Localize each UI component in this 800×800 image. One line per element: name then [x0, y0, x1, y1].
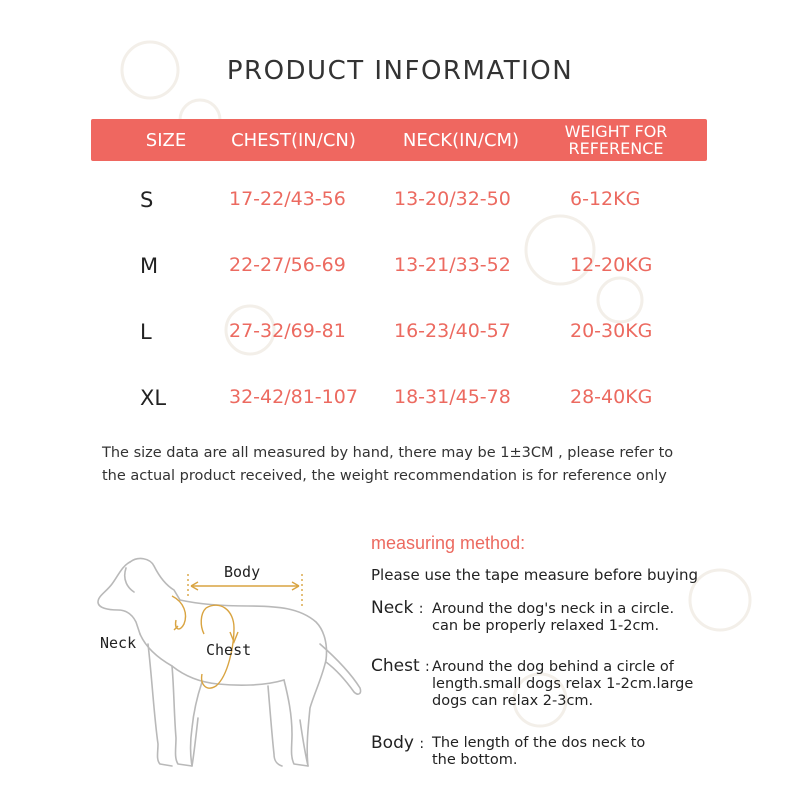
measurement-note: [102, 442, 722, 488]
desc-chest: [432, 659, 693, 710]
page-title: PRODUCT INFORMATION: [226, 56, 574, 86]
desc-line: The length of the dos neck to: [432, 735, 646, 751]
term-chest: [371, 656, 430, 676]
cell-chest: 32-42/81-107: [229, 386, 358, 408]
header-size: SIZE: [145, 129, 187, 151]
measuring-subtitle: Please use the tape measure before buying: [371, 566, 699, 584]
header-weight-line2: REFERENCE: [568, 139, 664, 158]
diagram-label-body: Body: [224, 563, 261, 581]
term-colon: :: [418, 601, 424, 617]
diagram-label-chest: Chest: [206, 641, 252, 659]
header-neck: NECK(IN/CM): [402, 129, 520, 151]
header-weight-line1: WEIGHT FOR: [564, 122, 668, 141]
table-row: [0, 254, 800, 284]
cell-weight: 12-20KG: [570, 254, 653, 276]
diagram-label-neck: Neck: [100, 634, 137, 652]
term-neck-label: Neck: [371, 598, 414, 618]
cell-size: S: [140, 188, 154, 212]
cell-weight: 20-30KG: [570, 320, 653, 342]
desc-line: can be properly relaxed 1-2cm.: [432, 618, 660, 634]
cell-chest: 17-22/43-56: [229, 188, 346, 210]
desc-neck: [432, 601, 674, 635]
header-chest: CHEST(IN/CN): [231, 129, 356, 151]
term-colon: :: [425, 659, 430, 675]
table-row: [0, 386, 800, 416]
desc-line: length.small dogs relax 1-2cm.large: [432, 676, 694, 692]
cell-size: XL: [140, 386, 167, 410]
cell-neck: 16-23/40-57: [394, 320, 511, 342]
header-weight: [546, 119, 686, 161]
measuring-title: measuring method:: [371, 533, 526, 553]
term-neck: [371, 598, 424, 618]
note-line-2: the actual product received, the weight recommendation is for reference only: [102, 468, 667, 484]
desc-line: Around the dog behind a circle of: [432, 659, 674, 675]
term-colon: :: [419, 736, 425, 752]
cell-weight: 6-12KG: [570, 188, 641, 210]
term-chest-label: Chest: [371, 656, 420, 676]
cell-neck: 18-31/45-78: [394, 386, 511, 408]
term-body-label: Body: [371, 733, 414, 753]
desc-line: the bottom.: [432, 752, 518, 768]
cell-weight: 28-40KG: [570, 386, 653, 408]
desc-body: [432, 735, 645, 769]
term-body: [371, 733, 424, 753]
table-row: [0, 320, 800, 350]
cell-chest: 27-32/69-81: [229, 320, 346, 342]
cell-size: L: [140, 320, 152, 344]
table-header: [91, 119, 707, 161]
cell-neck: 13-20/32-50: [394, 188, 511, 210]
note-line-1: The size data are all measured by hand, there may be 1±3CM , please refer to: [102, 445, 674, 461]
dog-outline-icon: [88, 548, 368, 778]
cell-neck: 13-21/33-52: [394, 254, 511, 276]
cell-size: M: [140, 254, 159, 278]
cell-chest: 22-27/56-69: [229, 254, 346, 276]
table-row: [0, 188, 800, 218]
desc-line: dogs can relax 2-3cm.: [432, 693, 594, 709]
desc-line: Around the dog's neck in a circle.: [432, 601, 675, 617]
